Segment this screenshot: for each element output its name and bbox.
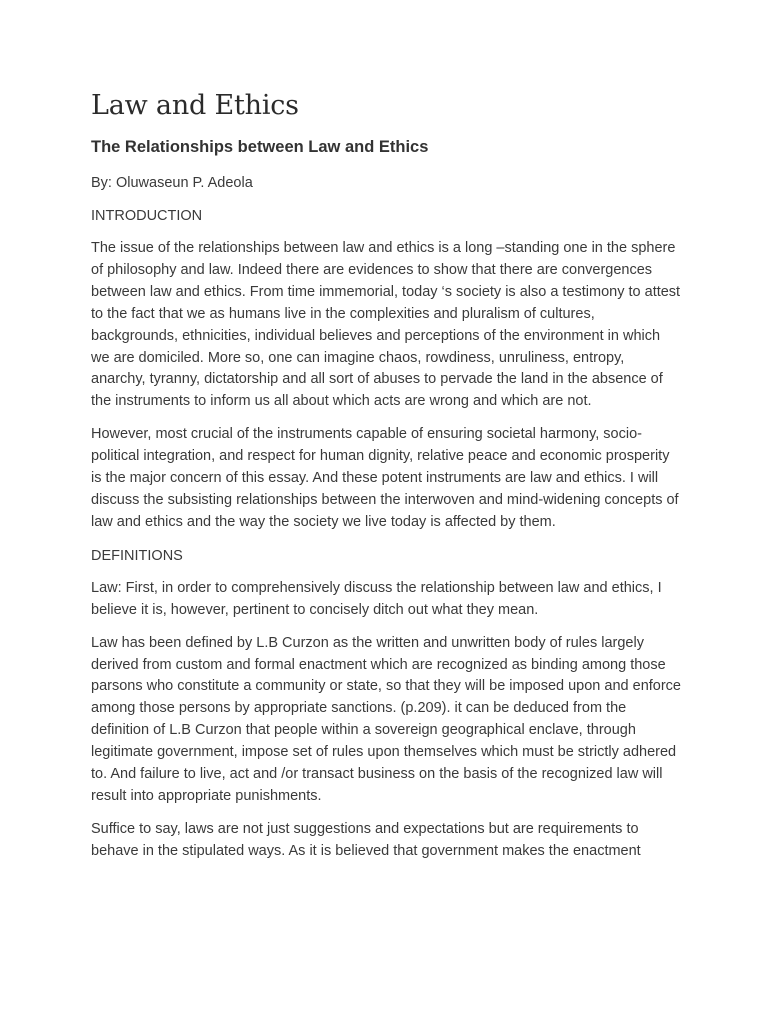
- paragraph-intro-1: The issue of the relationships between law and ethics is a long –standing one in the sphere of philosophy and law. Indeed there are evidences to show that there are convergences between law and ethics. From time immemorial, today ‘s society is also a testimony to attest to the fact that we as humans live in the complexities and pluralism of cultures, backgrounds, ethnicities, individual believes and perceptions of the environment in which we are domiciled. More so, one can imagine chaos, rowdiness, unruliness, entropy, anarchy, tyranny, dictatorship and all sort of abuses to pervade the land in the absence of the instruments to inform us all about which acts are wrong and which are not.: [91, 240, 681, 410]
- paragraph-definition-2: Law has been defined by L.B Curzon as the written and unwritten body of rules largely derived from custom and formal enactment which are recognized as binding among those parsons who constitute a community or state, so that they will be imposed upon and enforce among those persons by appropriate sanctions. (p.209). it can be deduced from the definition of L.B Curzon that people within a sovereign geographical enclave, through legitimate government, impose set of rules upon themselves which must be strictly adhered to. And failure to live, act and /or transact business on the basis of the recognized law will result into appropriate punishments.: [91, 634, 681, 804]
- byline: By: Oluwaseun P. Adeola: [91, 175, 253, 191]
- paragraph-intro-2: However, most crucial of the instruments capable of ensuring societal harmony, socio-political integration, and respect for human dignity, relative peace and economic prosperity is the major concern of this essay. And these potent instruments are law and ethics. I will discuss the subsisting relationships between the interwoven and mind-widening concepts of law and ethics and the way the society we live today is affected by them.: [91, 426, 679, 530]
- paragraph-definition-3: Suffice to say, laws are not just suggestions and expectations but are requirements to behave in the stipulated ways. As it is believed that government makes the enactment: [91, 820, 641, 859]
- section-heading-definitions: DEFINITIONS: [91, 547, 183, 564]
- section-heading-introduction: INTRODUCTION: [91, 208, 203, 224]
- document-title: Law and Ethics: [91, 90, 299, 121]
- document-subtitle: The Relationships between Law and Ethics: [91, 138, 429, 156]
- document-page: [91, 88, 681, 874]
- paragraph-definition-1: Law: First, in order to comprehensively discuss the relationship between law and ethics, I believe it is, however, pertinent to concisely ditch out what they mean.: [91, 579, 662, 618]
